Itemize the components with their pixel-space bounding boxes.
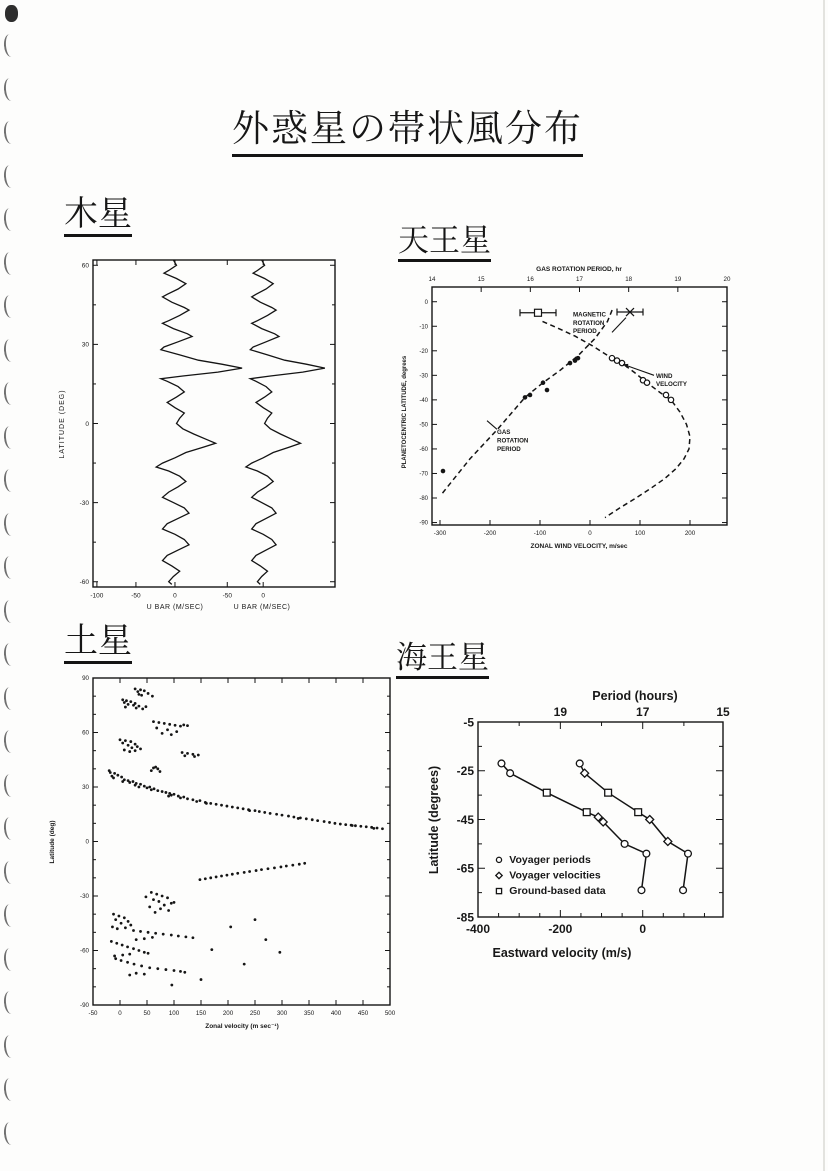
svg-text:200: 200: [684, 530, 696, 538]
binding-mark: [3, 773, 18, 797]
svg-text:Ground-based data: Ground-based data: [509, 885, 606, 898]
svg-text:GAS ROTATION PERIOD, hr: GAS ROTATION PERIOD, hr: [536, 266, 622, 273]
svg-text:-85: -85: [456, 910, 474, 925]
svg-text:200: 200: [222, 1010, 234, 1018]
svg-text:0: 0: [639, 922, 647, 936]
binding-mark: [3, 207, 18, 231]
svg-text:-5: -5: [463, 715, 474, 730]
svg-text:20: 20: [723, 276, 731, 283]
binding-mark: [3, 338, 18, 362]
svg-text:250: 250: [249, 1010, 261, 1018]
svg-text:0: 0: [85, 838, 89, 846]
svg-text:450: 450: [357, 1010, 369, 1018]
svg-text:-100: -100: [533, 530, 547, 538]
binding-mark: [3, 816, 18, 840]
binding-mark: [3, 860, 18, 884]
binding-mark: [3, 468, 18, 492]
svg-text:LATITUDE (DEG): LATITUDE (DEG): [59, 389, 66, 459]
svg-text:400: 400: [330, 1010, 342, 1018]
svg-text:ROTATION: ROTATION: [573, 319, 605, 327]
jupiter-chart: [50, 248, 350, 620]
binding-mark: [3, 77, 18, 101]
svg-text:Voyager velocities: Voyager velocities: [509, 869, 601, 882]
binding-mark: [3, 729, 18, 753]
binding-mark: [3, 512, 18, 536]
svg-text:WIND: WIND: [656, 372, 673, 380]
svg-text:-50: -50: [419, 422, 428, 429]
uranus-chart: [396, 262, 756, 562]
binding-mark: [3, 990, 18, 1014]
binding-mark: [3, 1121, 18, 1145]
svg-text:Latitude (deg): Latitude (deg): [49, 820, 56, 864]
svg-text:15: 15: [477, 276, 485, 283]
svg-text:-50: -50: [88, 1010, 98, 1018]
neptune-chart-figure: [424, 682, 774, 987]
svg-text:-200: -200: [548, 922, 573, 936]
svg-text:60: 60: [81, 262, 89, 270]
svg-text:U BAR (M/SEC): U BAR (M/SEC): [233, 604, 291, 611]
svg-text:500: 500: [384, 1010, 396, 1018]
svg-text:-60: -60: [79, 579, 89, 587]
svg-text:-30: -30: [419, 373, 428, 380]
svg-text:-30: -30: [80, 893, 89, 901]
svg-text:-90: -90: [419, 520, 428, 527]
binding-mark: [3, 903, 18, 927]
binding-mark: [3, 1034, 18, 1058]
svg-text:0: 0: [85, 420, 89, 428]
binding-mark: [3, 251, 18, 275]
svg-text:0: 0: [424, 299, 428, 306]
svg-text:-60: -60: [419, 447, 428, 454]
svg-text:100: 100: [634, 530, 646, 538]
svg-text:PERIOD: PERIOD: [573, 328, 597, 336]
svg-text:VELOCITY: VELOCITY: [656, 381, 687, 389]
svg-text:ZONAL WIND VELOCITY, m/sec: ZONAL WIND VELOCITY, m/sec: [530, 543, 628, 550]
svg-text:100: 100: [168, 1010, 180, 1018]
svg-text:-25: -25: [456, 764, 474, 779]
saturn-chart: [38, 652, 418, 1036]
svg-text:PERIOD: PERIOD: [497, 446, 521, 454]
svg-text:Period (hours): Period (hours): [592, 689, 678, 703]
svg-text:0: 0: [173, 592, 177, 600]
svg-text:GAS: GAS: [497, 429, 511, 437]
svg-text:30: 30: [81, 341, 89, 349]
saturn-chart-figure: [38, 652, 418, 1041]
svg-text:-200: -200: [483, 530, 497, 538]
svg-text:-90: -90: [80, 1002, 89, 1010]
svg-text:90: 90: [82, 675, 89, 683]
svg-text:17: 17: [636, 705, 650, 719]
svg-text:Latitude (degrees): Latitude (degrees): [427, 765, 441, 875]
svg-text:17: 17: [576, 276, 583, 283]
svg-text:15: 15: [716, 705, 730, 719]
svg-text:-10: -10: [419, 324, 428, 331]
svg-text:30: 30: [82, 784, 89, 792]
svg-text:U BAR (M/SEC): U BAR (M/SEC): [146, 604, 204, 611]
binding-mark: [3, 1077, 18, 1101]
svg-text:14: 14: [428, 276, 436, 283]
jupiter-section-heading: 木星: [64, 196, 132, 237]
svg-text:-45: -45: [456, 812, 474, 827]
svg-text:19: 19: [553, 705, 568, 719]
svg-text:300: 300: [276, 1010, 288, 1018]
svg-text:MAGNETIC: MAGNETIC: [573, 311, 606, 319]
svg-text:16: 16: [526, 276, 534, 283]
page-title: 外惑星の帯状風分布: [232, 108, 583, 157]
svg-text:-50: -50: [222, 592, 232, 600]
jupiter-chart-figure: [50, 248, 350, 625]
svg-text:-30: -30: [79, 499, 89, 507]
svg-text:150: 150: [195, 1010, 207, 1018]
svg-text:-50: -50: [131, 592, 141, 600]
svg-text:Zonal velocity (m sec⁻¹): Zonal velocity (m sec⁻¹): [205, 1023, 279, 1030]
binding-mark: [3, 642, 18, 666]
svg-text:-20: -20: [419, 348, 428, 355]
svg-text:350: 350: [303, 1010, 315, 1018]
svg-text:-40: -40: [419, 398, 428, 405]
binding-mark: [3, 686, 18, 710]
svg-text:ROTATION: ROTATION: [497, 437, 529, 445]
svg-text:0: 0: [588, 530, 592, 538]
svg-text:0: 0: [261, 592, 265, 600]
uranus-section-heading: 天王星: [398, 224, 491, 262]
neptune-section-heading: 海王星: [396, 641, 489, 679]
svg-text:0: 0: [118, 1010, 122, 1018]
neptune-chart: [424, 682, 774, 982]
svg-text:19: 19: [674, 276, 682, 283]
binding-mark: [3, 599, 18, 623]
binding-mark: [3, 947, 18, 971]
svg-text:Voyager periods: Voyager periods: [509, 853, 591, 866]
svg-text:Eastward velocity (m/s): Eastward velocity (m/s): [492, 946, 632, 960]
binding-mark: [3, 294, 18, 318]
binding-mark: [3, 120, 18, 144]
svg-text:50: 50: [143, 1010, 151, 1018]
binding-mark: [3, 381, 18, 405]
svg-text:-70: -70: [419, 471, 428, 478]
scan-corner-mark: [5, 5, 18, 22]
svg-text:-400: -400: [465, 922, 491, 936]
svg-text:60: 60: [82, 729, 89, 737]
uranus-chart-figure: [396, 262, 756, 567]
svg-text:18: 18: [625, 276, 633, 283]
svg-text:-65: -65: [456, 861, 474, 876]
binding-mark: [3, 33, 18, 57]
binding-mark: [3, 555, 18, 579]
svg-text:-60: -60: [80, 947, 89, 955]
svg-text:-100: -100: [90, 592, 104, 600]
svg-text:PLANETOCENTRIC LATITUDE, degre: PLANETOCENTRIC LATITUDE, degrees: [402, 355, 408, 469]
svg-text:-80: -80: [419, 496, 428, 503]
svg-text:-300: -300: [433, 530, 447, 538]
saturn-section-heading: 土星: [64, 623, 132, 664]
binding-mark: [3, 425, 18, 449]
binding-mark: [3, 164, 18, 188]
